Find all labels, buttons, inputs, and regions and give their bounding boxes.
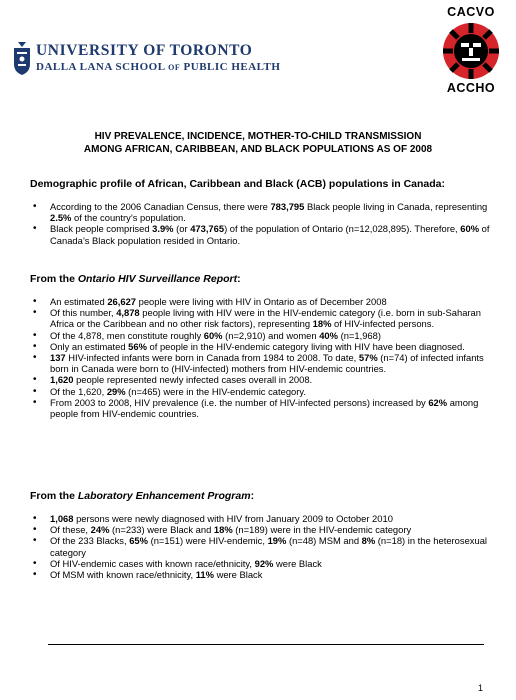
list-item: • An estimated 26,627 people were living with HIV in Ontario as of December 2008 bbox=[30, 296, 492, 307]
school-name: DALLA LANA SCHOOL OF PUBLIC HEALTH bbox=[36, 60, 281, 73]
list-item: • Of this number, 4,878 people living with HIV were in the HIV-endemic category (i.e. born in sub-Saharan Africa or the Caribbean and no other risk factors), representing 18% of HIV-infected persons. bbox=[30, 307, 492, 329]
list-item: • Of MSM with known race/ethnicity, 11% were Black bbox=[30, 569, 492, 580]
cacvo-label: CACVO bbox=[447, 5, 495, 19]
university-name: UNIVERSITY OF TORONTO bbox=[36, 42, 253, 60]
document-title bbox=[30, 130, 486, 156]
demographic-list bbox=[30, 201, 492, 246]
footer-divider bbox=[48, 644, 484, 645]
list-item: • Only an estimated 56% of people in the HIV-endemic category living with HIV have been diagnosed. bbox=[30, 341, 492, 352]
lep-heading: From the Laboratory Enhancement Program: bbox=[30, 490, 255, 502]
list-item: • 1,068 persons were newly diagnosed with HIV from January 2009 to October 2010 bbox=[30, 513, 492, 524]
cacvo-mask-logo-icon bbox=[442, 22, 500, 80]
title-line-2: AMONG AFRICAN, CARIBBEAN, AND BLACK POPULATIONS AS OF 2008 bbox=[83, 144, 433, 155]
list-item: • 1,620 people represented newly infected cases overall in 2008. bbox=[30, 374, 492, 385]
list-item: • Of the 1,620, 29% (n=465) were in the HIV-endemic category. bbox=[30, 386, 492, 397]
demographic-heading: Demographic profile of African, Caribbean and Black (ACB) populations in Canada: bbox=[30, 178, 445, 190]
page-number: 1 bbox=[478, 683, 484, 693]
lep-list bbox=[30, 513, 492, 580]
list-item: • Of HIV-endemic cases with known race/ethnicity, 92% were Black bbox=[30, 558, 492, 569]
title-line-1: HIV PREVALENCE, INCIDENCE, MOTHER-TO-CHILD TRANSMISSION bbox=[94, 131, 422, 142]
list-item: • Of these, 24% (n=233) were Black and 18% (n=189) were in the HIV-endemic category bbox=[30, 524, 492, 535]
accho-label: ACCHO bbox=[446, 80, 496, 95]
university-crest-icon bbox=[12, 40, 32, 76]
list-item: • According to the 2006 Canadian Census, there were 783,795 Black people living in Canada, representing 2.5% of the country’s population. bbox=[30, 201, 492, 223]
ohsr-list bbox=[30, 296, 492, 419]
list-item: • From 2003 to 2008, HIV prevalence (i.e. the number of HIV-infected persons) increased by 62% among people from HIV-endemic countries. bbox=[30, 397, 492, 419]
ohsr-heading: From the Ontario HIV Surveillance Report: bbox=[30, 273, 241, 285]
list-item: • 137 HIV-infected infants were born in Canada from 1984 to 2008. To date, 57% (n=74) of infected infants born in Canada were born to (HIV-infected) mothers from HIV-endemic countries. bbox=[30, 352, 492, 374]
list-item: • Of the 4,878, men constitute roughly 60% (n=2,910) and women 40% (n=1,968) bbox=[30, 330, 492, 341]
list-item: • Of the 233 Blacks, 65% (n=151) were HIV-endemic, 19% (n=48) MSM and 8% (n=18) in the heterosexual category bbox=[30, 535, 492, 557]
uoft-header bbox=[12, 40, 280, 76]
list-item: • Black people comprised 3.9% (or 473,765) of the population of Ontario (n=12,028,895). Therefore, 60% of Canada’s Black population resided in Ontario. bbox=[30, 223, 492, 245]
cacvo-logo-block bbox=[436, 6, 506, 94]
